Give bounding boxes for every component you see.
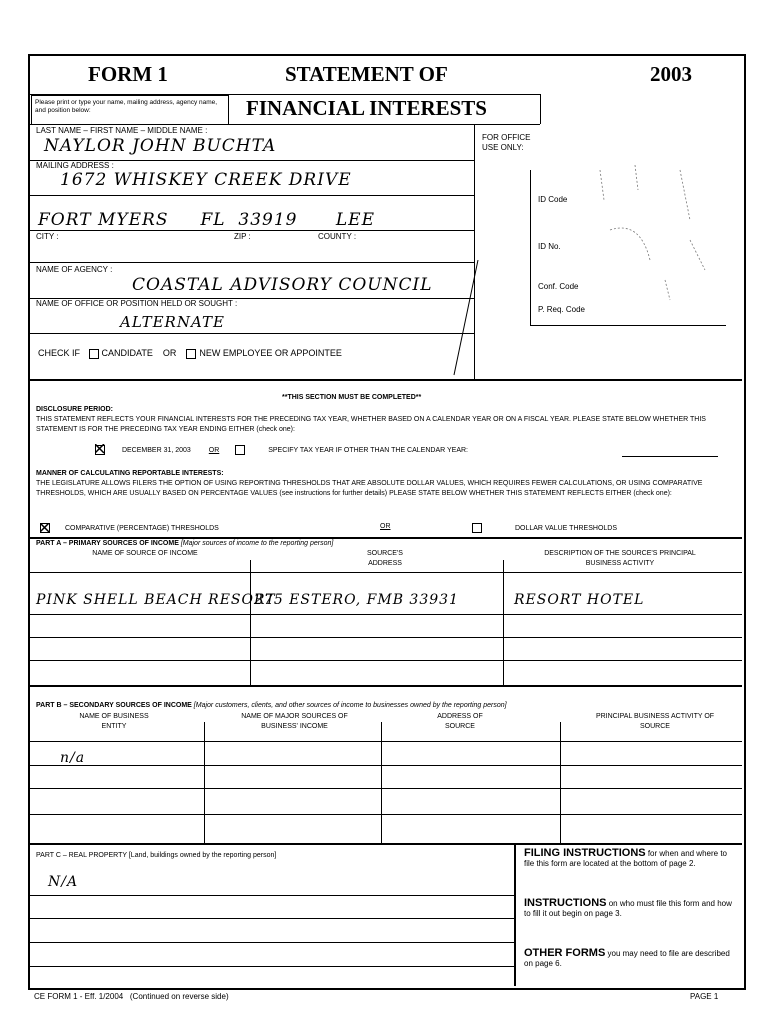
part-c-heading-row — [36, 852, 276, 859]
part-c-first-entry[interactable]: N/A — [48, 874, 79, 890]
other-forms-title: OTHER FORMS — [524, 947, 606, 959]
part-c-heading: PART C – REAL PROPERTY — [36, 852, 127, 859]
threshold-or: OR — [380, 523, 391, 530]
zip-label: ZIP : — [234, 232, 251, 241]
instructions-rest: on who must file this form and how to fill it out begin on page 3. — [524, 899, 732, 918]
other-forms-rest: you may need to file are described on page 6. — [524, 949, 730, 968]
period-heading: DISCLOSURE PERIOD: — [36, 406, 114, 413]
threshold-options — [40, 523, 219, 533]
part-a-row-line2 — [30, 637, 742, 638]
part-b-row-line3 — [30, 814, 742, 815]
part-c-line4 — [30, 966, 514, 967]
dec31-checkbox[interactable] — [95, 445, 105, 455]
dollar-label: DOLLAR VALUE THRESHOLDS — [514, 524, 618, 532]
new-employee-checkbox[interactable] — [186, 349, 196, 359]
part-a-col3: DESCRIPTION OF THE SOURCE'S PRINCIPAL BUSINESS ACTIVITY — [544, 550, 696, 567]
must-complete: **THIS SECTION MUST BE COMPLETED** — [282, 394, 422, 401]
footer-left: CE FORM 1 - Eff. 1/2004 (Continued on reverse side) — [34, 992, 229, 1001]
position-line — [30, 333, 474, 334]
name-label: LAST NAME – FIRST NAME – MIDDLE NAME : — [36, 126, 208, 135]
mailing-label: MAILING ADDRESS : — [36, 161, 114, 170]
dollar-checkbox[interactable] — [472, 523, 482, 533]
part-b-heading-row — [36, 702, 507, 709]
period-or: OR — [208, 446, 220, 454]
form-year: 2003 — [650, 62, 692, 86]
part-b-col3: ADDRESS OF SOURCE — [437, 713, 483, 730]
dollar-option — [472, 523, 617, 533]
date-stamp — [580, 160, 720, 310]
part-b-heading: PART B – SECONDARY SOURCES OF INCOME — [36, 702, 192, 709]
part-b-col2: NAME OF MAJOR SOURCES OF BUSINESS' INCOME — [241, 713, 348, 730]
header-bottom — [30, 124, 540, 125]
part-b-row-line1 — [30, 765, 742, 766]
part-a-row-line3 — [30, 660, 742, 661]
mailing-line — [30, 195, 474, 196]
part-a-row1-address[interactable]: 275 ESTERO, FMB 33931 — [254, 592, 459, 608]
part-b-vline2 — [381, 722, 382, 843]
candidate-checkbox[interactable] — [89, 349, 99, 359]
who-must-file — [524, 898, 734, 919]
filing-instructions — [524, 848, 734, 869]
title-line1: STATEMENT OF — [285, 62, 448, 86]
candidate-label: CANDIDATE — [101, 348, 153, 358]
office-use-label-2: USE ONLY: — [482, 143, 524, 152]
city-labels-line — [30, 262, 474, 263]
title-box-right — [540, 94, 541, 124]
print-note: Please print or type your name, mailing address, agency name, and position below: — [35, 99, 218, 114]
part-c-line2 — [30, 918, 514, 919]
check-or-label: OR — [162, 348, 177, 358]
part-c-note: [Land, buildings owned by the reporting person] — [128, 852, 277, 859]
part-a-row1-name[interactable]: PINK SHELL BEACH RESORT — [36, 592, 276, 608]
part-c-vline — [514, 843, 516, 986]
part-a-heading-row — [36, 540, 333, 547]
agency-label: NAME OF AGENCY : — [36, 265, 113, 274]
part-a-vline2 — [503, 560, 504, 685]
other-forms — [524, 948, 734, 969]
specify-label: SPECIFY TAX YEAR IF OTHER THAN THE CALENDAR YEAR: — [268, 446, 468, 454]
agency-value[interactable]: COASTAL ADVISORY COUNCIL — [132, 275, 433, 295]
manner-heading: MANNER OF CALCULATING REPORTABLE INTERESTS: — [36, 470, 224, 477]
part-a-row1-activity[interactable]: RESORT HOTEL — [514, 592, 645, 608]
slash-mark — [450, 260, 480, 380]
part-b-vline3 — [560, 722, 561, 843]
check-if-label: CHECK IF — [38, 348, 81, 358]
part-a-bottom — [30, 685, 742, 687]
part-c-line3 — [30, 942, 514, 943]
part-b-col1: NAME OF BUSINESS ENTITY — [79, 713, 149, 730]
part-a-row-line1 — [30, 614, 742, 615]
part-a-note: [Major sources of income to the reporting person] — [180, 540, 334, 547]
name-value[interactable]: NAYLOR JOHN BUCHTA — [44, 136, 277, 156]
part-a-heading: PART A – PRIMARY SOURCES OF INCOME — [36, 540, 179, 547]
id-no-label: ID No. — [538, 242, 561, 251]
title-line2: FINANCIAL INTERESTS — [246, 96, 487, 120]
instructions-title: INSTRUCTIONS — [524, 897, 607, 909]
part-a-header-line — [30, 572, 742, 573]
city-line — [30, 230, 474, 231]
id-code-label: ID Code — [538, 195, 568, 204]
part-a-col2: SOURCE'S ADDRESS — [367, 550, 403, 567]
p-req-code-label: P. Req. Code — [538, 305, 585, 314]
specify-underline — [622, 456, 718, 457]
mailing-value[interactable]: 1672 WHISKEY CREEK DRIVE — [60, 170, 352, 190]
period-text: THIS STATEMENT REFLECTS YOUR FINANCIAL INTERESTS FOR THE PRECEDING TAX YEAR, WHETHER BASED ON A CALENDAR YEAR OR ON A FISCAL YEAR. PLEASE STATE BELOW WHETHER THIS STATEMENT IS FOR THE PRECEDING TAX YEAR ENDING EITHER (check one): — [36, 416, 706, 433]
part-b-row-line2 — [30, 788, 742, 789]
city-line-value[interactable]: FORT MYERS FL 33919 LEE — [38, 210, 375, 230]
office-use-label-1: FOR OFFICE — [482, 133, 531, 142]
city-label: CITY : — [36, 232, 59, 241]
filing-title: FILING INSTRUCTIONS — [524, 847, 646, 859]
check-if-row — [38, 348, 342, 359]
part-b-vline1 — [204, 722, 205, 843]
part-b-first-entry[interactable]: n/a — [60, 750, 86, 766]
conf-code-label: Conf. Code — [538, 282, 579, 291]
part-b-note: [Major customers, clients, and other sources of income to businesses owned by the reporting person] — [193, 702, 507, 709]
disclosure-bottom — [30, 537, 742, 539]
filing-rest: for when and where to file this form are located at the bottom of page 2. — [524, 849, 727, 868]
office-use-divider — [474, 124, 475, 379]
part-c-line1 — [30, 895, 514, 896]
comparative-label: COMPARATIVE (PERCENTAGE) THRESHOLDS — [64, 524, 219, 532]
comparative-checkbox[interactable] — [40, 523, 50, 533]
period-options — [95, 445, 468, 455]
part-b-bottom — [30, 843, 742, 845]
dec31-label: DECEMBER 31, 2003 — [121, 446, 191, 454]
form-name: FORM 1 — [88, 62, 168, 86]
part-a-col1: NAME OF SOURCE OF INCOME — [92, 550, 198, 557]
part-a-vline1 — [250, 560, 251, 685]
county-label: COUNTY : — [318, 232, 357, 241]
section1-bottom — [30, 379, 742, 381]
footer-right: PAGE 1 — [690, 992, 719, 1001]
manner-text: THE LEGISLATURE ALLOWS FILERS THE OPTION OF USING REPORTING THRESHOLDS THAT ARE ABSOLUTE DOLLAR VALUES, WHICH REQUIRES FEWER CALCULATIONS, OR USING COMPARATIVE THRESHOLDS, WHICH ARE USUALLY BASED ON PERCENTAGE VALUES (see instructions for further details) PLEASE STATE BELOW WHETHER THIS STATEMENT REFLECTS EITHER (check one): — [36, 480, 703, 497]
part-b-header-line — [30, 741, 742, 742]
new-employee-label: NEW EMPLOYEE OR APPOINTEE — [199, 348, 342, 358]
position-value[interactable]: ALTERNATE — [120, 313, 225, 331]
part-b-col4: PRINCIPAL BUSINESS ACTIVITY OF SOURCE — [595, 713, 715, 730]
position-label: NAME OF OFFICE OR POSITION HELD OR SOUGHT : — [36, 299, 238, 308]
specify-checkbox[interactable] — [235, 445, 245, 455]
